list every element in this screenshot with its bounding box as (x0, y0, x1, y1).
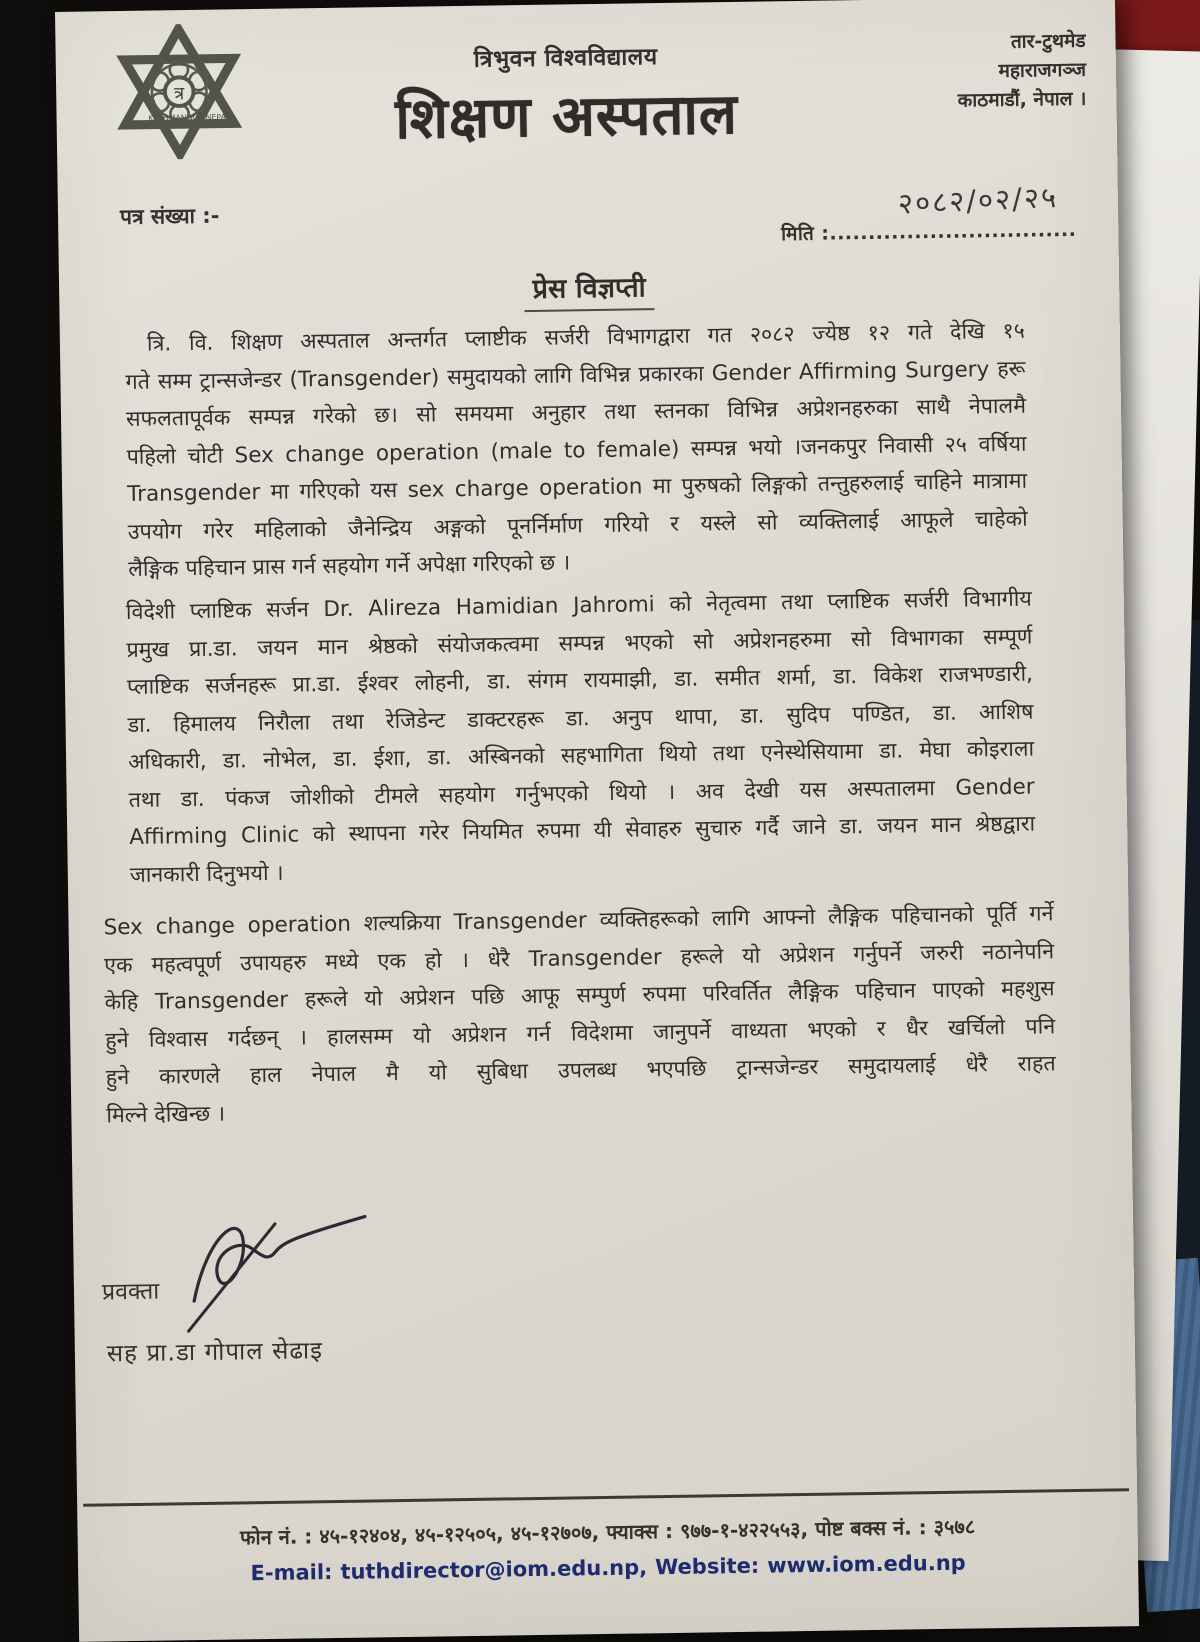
text-line: तार-टुथमेड (1010, 29, 1086, 53)
paragraph-3 (103, 895, 1056, 1134)
handwritten-date: २०८२/०२/२५ (897, 179, 1059, 221)
text-line: Sex change operation शल्यक्रिया Transgender व्यक्तिहरूको लागि आफ्नो लैङ्गिक पहिचानको पूर्ति गर्ने (103, 901, 1054, 941)
text-line: लैङ्गिक पहिचान प्रास गर्न सहयोग गर्ने अपेक्षा गरिएको छ । (128, 550, 571, 582)
text-line: Affirming Clinic को स्थापना गरेर नियमित रुपमा यी सेवाहरु सुचारु गर्दै जाने डा. जयन मान श्रेष्ठद्वारा (129, 811, 1036, 850)
text-line: डा. हिमालय निरौला तथा रेजिडेन्ट डाक्टरहरू डा. अनुप थापा, डा. सुदिप पण्डित, डा. आशिष (127, 699, 1034, 738)
letter-number-label: पत्र संख्या :- (119, 203, 220, 230)
email-address: tuthdirector@iom.edu.np, (340, 1555, 648, 1584)
text-line: विदेशी प्लाष्टिक सर्जन Dr. Alireza Hamidian Jahromi को नेतृत्वमा तथा प्लाष्टिक सर्जरी विभागीय (125, 586, 1033, 626)
text-line: प्रमुख प्रा.डा. जयन मान श्रेष्ठको संयोजकत्वमा सम्पन्न भएको सो अप्रेशनहरुमा सो विभागका सम्पूर्ण (126, 624, 1033, 663)
text-line: जानकारी दिनुभयो । (129, 860, 284, 888)
signature-stroke (179, 1202, 381, 1335)
letterhead-center (236, 36, 898, 158)
spokesperson-name: सह प्रा.डा गोपाल सेढाइ (106, 1336, 324, 1368)
paragraph-2 (126, 581, 1036, 894)
text-line: मिल्ने देखिन्छ । (106, 1101, 226, 1128)
footer-email-line (78, 1548, 1138, 1588)
text-line: अधिकारी, डा. नोभेल, डा. ईशा, डा. अस्बिनको सहभागिता थियो तथा एनेस्थेसियामा डा. मेघा कोइराला (127, 736, 1035, 775)
text-line: तथा डा. पंकज जोशीको टीमले सहयोग गर्नुभएको थियो । अव देखी यस अस्पतालमा Gender (128, 774, 1035, 813)
page-title: प्रेस विज्ञप्ती (524, 267, 654, 312)
press-release-page (55, 0, 1139, 1642)
text-line: त्रि. वि. शिक्षण अस्पताल अन्तर्गत प्लाष्टीक सर्जरी विभागद्वारा गत २०८२ ज्येष्ठ १२ गते देखि १५ (146, 318, 1026, 357)
footer-contact-line: फोन नं. : ४५-१२४०४, ४५-१२५०५, ४५-१२७०७, फ्याक्स : ९७७-१-४२२५५३, पोष्ट बक्स नं. : ३५७८ (239, 1514, 976, 1550)
hospital-seal-icon (113, 23, 245, 160)
text-line: गते सम्म ट्रान्सजेन्डर (Transgender) समुदायको लागि विभिन्न प्रकारका Gender Affirming Surgery हरू (125, 356, 1026, 395)
text-line: उपयोग गरेर महिलाको जैनेन्द्रिय अङ्गको पूनर्निर्माण गरियो र यस्ले सो व्यक्तिलाई आफूले चाहेको (127, 506, 1028, 545)
text-line: केहि Transgender हरूले यो अप्रेशन पछि आफू सम्पुर्ण रुपमा परिवर्तित लैङ्गिक पहिचान पाएको महशुस (104, 976, 1055, 1016)
email-label: E-mail: (250, 1560, 333, 1586)
logo-nepal-label: NEPAL (205, 112, 231, 122)
university-name: त्रिभुवन विश्वविद्यालय (473, 44, 658, 73)
website-label: Website: (654, 1553, 760, 1580)
text-line: काठमाडौं, नेपाल । (957, 87, 1087, 112)
text-line: प्लाष्टिक सर्जनहरू प्रा.डा. ईश्वर लोहनी, डा. संगम रायमाझी, डा. समीत शर्मा, डा. विकेश राजभण्डारी, (126, 661, 1034, 701)
text-line: हुने कारणले हाल नेपाल मै यो सुबिधा उपलब्ध भएपछि ट्रान्सजेन्डर समुदायलाई धेरै राहत (105, 1051, 1056, 1091)
hospital-name: शिक्षण अस्पताल (394, 81, 739, 152)
text-line: पहिलो चोटी Sex change operation (male to female) सम्पन्न भयो ।जनकपुर निवासी २५ वर्षिया (126, 431, 1027, 470)
text-line: एक महत्वपूर्ण उपायहरु मध्ये एक हो । धेरै Transgender हरूले यो अप्रेशन गर्नुपर्ने जरुरी नठानेपनि (103, 938, 1055, 978)
date-dotted-line: ................................ (829, 218, 1077, 245)
letterhead-address (957, 27, 1087, 116)
text-line: हुने विश्वास गर्दछन् । हालसम्म यो अप्रेशन गर्न विदेशमा जानुपर्ने वाध्यता भएको र धैर खर्चिलो पनि (105, 1013, 1056, 1053)
logo-kathmandu-label: KATHMANDU (148, 112, 199, 123)
spokesperson-label: प्रवक्ता (101, 1278, 160, 1306)
text-line: Transgender मा गरिएको यस sex charge operation मा पुरुषको लिङ्गको तन्तुहरुलाई चाहिने मात्रामा (126, 468, 1028, 507)
logo-center-glyph: त्र (174, 83, 185, 105)
signature-block (101, 1200, 523, 1376)
date-label: मिति :................................ (780, 218, 1077, 246)
text-line: सफलतापूर्वक सम्पन्न गरेको छ। सो समयमा अनुहार तथा स्तनका विभिन्न अप्रेशनहरुका साथै नेपालमै (125, 393, 1027, 432)
document-title-row (59, 260, 1120, 319)
paragraph-1 (125, 313, 1029, 589)
text-line: महाराजगञ्ज (998, 58, 1087, 83)
website-address: www.iom.edu.np (767, 1550, 966, 1578)
footer-divider (83, 1488, 1129, 1507)
